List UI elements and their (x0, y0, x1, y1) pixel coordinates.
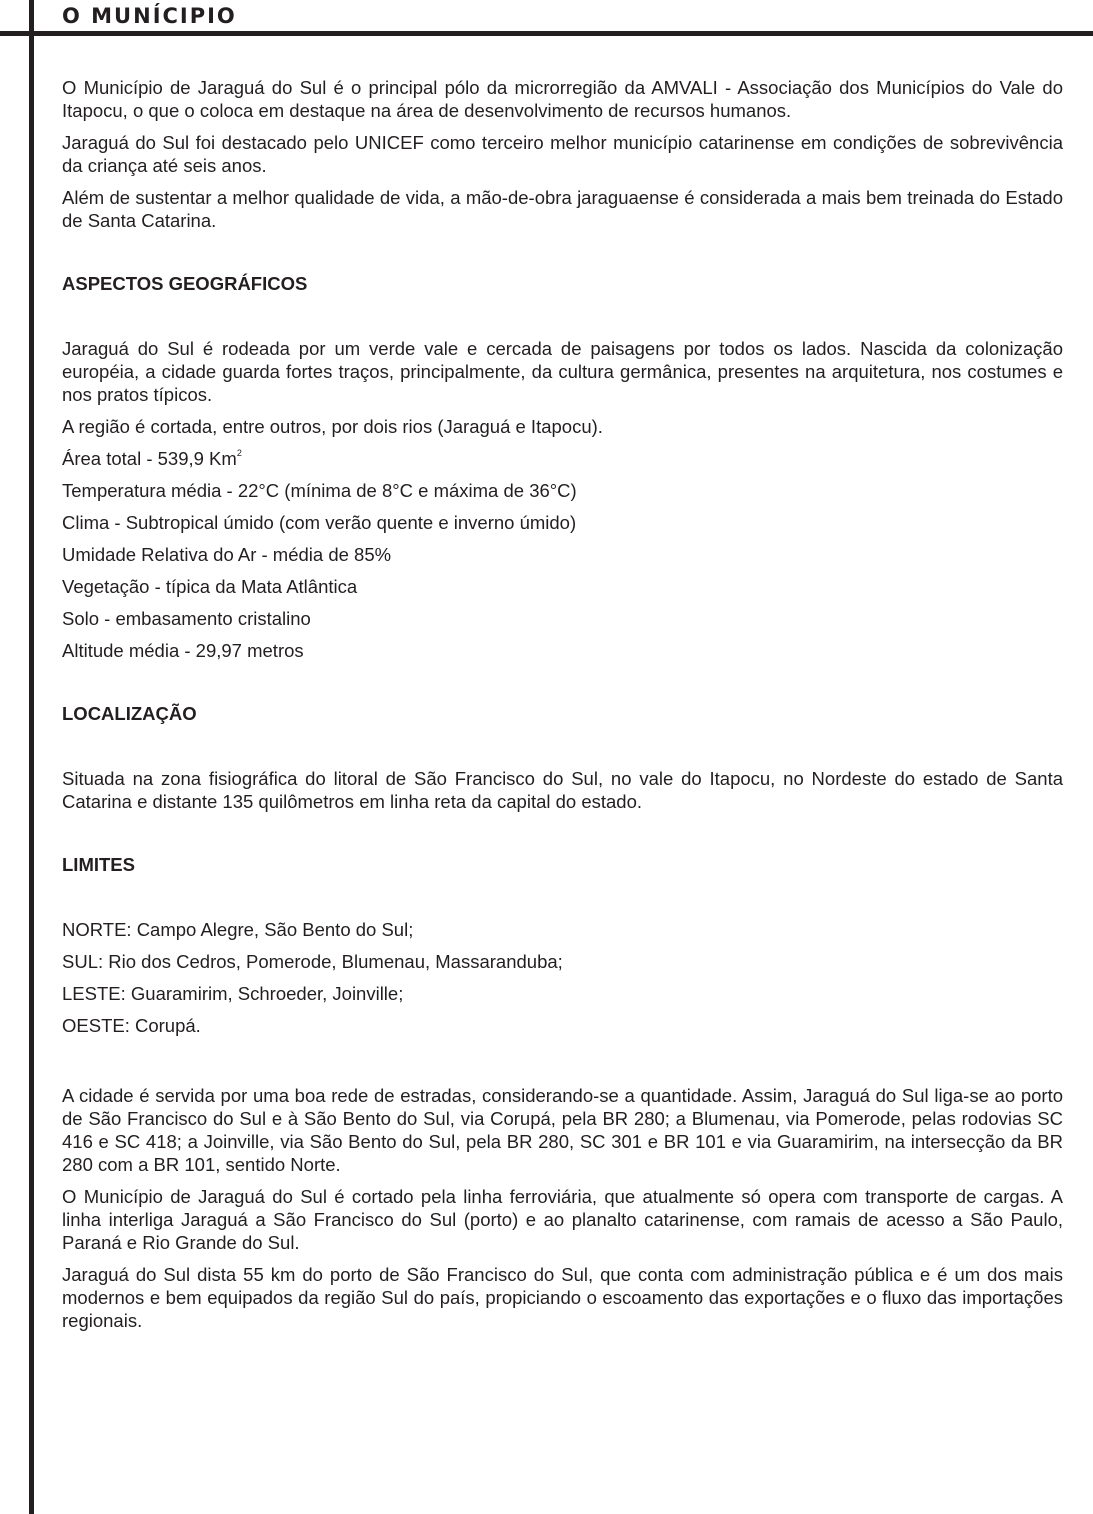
limit-north: NORTE: Campo Alegre, São Bento do Sul; (62, 919, 414, 940)
section-heading-geo: ASPECTOS GEOGRÁFICOS (62, 273, 308, 294)
document-body (62, 76, 1063, 1341)
header-rule (0, 31, 1093, 36)
geo-humidity: Umidade Relativa do Ar - média de 85% (62, 544, 392, 565)
intro-paragraph: Jaraguá do Sul foi destacado pelo UNICEF como terceiro melhor município catarinense em condições de sobrevivência da criança até seis anos. (62, 132, 1063, 176)
section-heading-location: LOCALIZAÇÃO (62, 703, 197, 724)
location-paragraph: Situada na zona fisiográfica do litoral de São Francisco do Sul, no vale do Itapocu, no Nordeste do estado de Santa Catarina e distante 135 quilômetros em linha reta da capital do estado. (62, 768, 1063, 812)
limit-west: OESTE: Corupá. (62, 1015, 201, 1036)
intro-paragraph: O Município de Jaraguá do Sul é o principal pólo da microrregião da AMVALI - Associação dos Municípios do Vale do Itapocu, o que o coloca em destaque na área de desenvolvimento de recursos humanos. (62, 77, 1063, 121)
limit-east: LESTE: Guaramirim, Schroeder, Joinville; (62, 983, 404, 1004)
geo-temperature: Temperatura média - 22°C (mínima de 8°C e máxima de 36°C) (62, 480, 577, 501)
transport-paragraph: Jaraguá do Sul dista 55 km do porto de São Francisco do Sul, que conta com administração pública e é um dos mais modernos e bem equipados da região Sul do país, propiciando o escoamento das exportações e o fluxo das importações regionais. (62, 1264, 1063, 1331)
intro-paragraph: Além de sustentar a melhor qualidade de vida, a mão-de-obra jaraguaense é considerada a mais bem treinada do Estado de Santa Catarina. (62, 187, 1063, 231)
geo-climate: Clima - Subtropical úmido (com verão quente e inverno úmido) (62, 512, 577, 533)
section-heading-limits: LIMITES (62, 854, 135, 875)
left-border-rule (29, 0, 34, 1514)
geo-paragraph: Jaraguá do Sul é rodeada por um verde vale e cercada de paisagens por todos os lados. Nascida da colonização européia, a cidade guarda fortes traços, principalmente, da cultura germânica, presentes na arquitetura, nos costumes e nos pratos típicos. (62, 338, 1063, 405)
section-spacer (62, 1046, 1063, 1084)
geo-altitude: Altitude média - 29,97 metros (62, 640, 304, 661)
transport-paragraph: A cidade é servida por uma boa rede de estradas, considerando-se a quantidade. Assim, Jaraguá do Sul liga-se ao porto de São Francisco do Sul e à São Bento do Sul, via Corupá, pela BR 280; a Blumenau, via Pomerode, pelas rodovias SC 416 e SC 418; a Joinville, via São Bento do Sul, pela BR 280, SC 301 e BR 101 e via Guaramirim, na intersecção da BR 280 com a BR 101, sentido Norte. (62, 1085, 1063, 1175)
geo-area (62, 447, 1063, 470)
limit-south: SUL: Rio dos Cedros, Pomerode, Blumenau, Massaranduba; (62, 951, 563, 972)
geo-rivers: A região é cortada, entre outros, por dois rios (Jaraguá e Itapocu). (62, 416, 603, 437)
geo-area-superscript: 2 (236, 448, 242, 458)
geo-soil: Solo - embasamento cristalino (62, 608, 311, 629)
geo-area-text: Área total - 539,9 Km (62, 448, 237, 469)
transport-paragraph: O Município de Jaraguá do Sul é cortado pela linha ferroviária, que atualmente só opera com transporte de cargas. A linha interliga Jaraguá a São Francisco do Sul (porto) e ao planalto catarinense, com ramais de acesso a São Paulo, Paraná e Rio Grande do Sul. (62, 1186, 1063, 1253)
page-title: O MUNÍCIPIO (62, 4, 237, 28)
geo-vegetation: Vegetação - típica da Mata Atlântica (62, 576, 358, 597)
